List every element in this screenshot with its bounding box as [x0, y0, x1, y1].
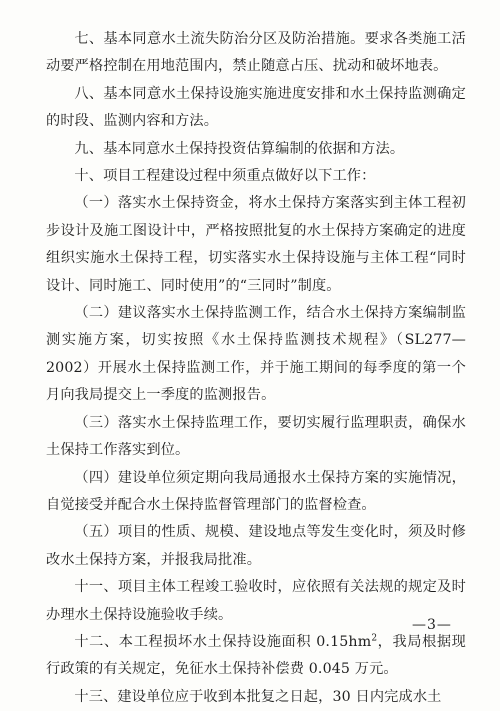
paragraph-10-3: （三）落实水土保持监理工作，要切实履行监理职责，确保水土保持工作落实到位。	[46, 414, 466, 459]
paragraph-10-4: （四）建设单位须定期向我局通报水土保持方案的实施情况，自觉接受并配合水土保持监督管理部门的监督检查。	[46, 469, 466, 513]
paragraph-7: 七、基本同意水土流失防治分区及防治措施。要求各类施工活动要严格控制在用地范围内，禁止随意占压、扰动和破坏地表。	[46, 31, 466, 75]
paragraph-11: 十一、项目主体工程竣工验收时，应依照有关法规的规定及时办理水土保持设施验收手续。	[46, 579, 466, 623]
document-body	[46, 26, 466, 711]
paragraph-12-text-b: ，我局根据现行政策的有关规定，免征水土保持补偿费 0.045 万元。	[46, 633, 466, 678]
paragraph-13: 十三、建设单位应于收到本批复之日起，30 日内完成水土	[74, 688, 442, 705]
paragraph-10-5: （五）项目的性质、规模、建设地点等发生变化时，须及时修改水土保持方案，并报我局批准。	[46, 524, 466, 568]
paragraph-12-superscript: 2	[371, 633, 378, 644]
paragraph-12-text-a: 十二、本工程损坏水土保持设施面积 0.15hm	[74, 633, 372, 650]
paragraph-12	[46, 629, 466, 684]
paragraph-9: 九、基本同意水土保持投资估算编制的依据和方法。	[74, 140, 405, 157]
paragraph-10-1: （一）落实水土保持资金，将水土保持方案落实到主体工程初步设计及施工图设计中，严格按照批复的水土保持方案确定的进度组织实施水土保持工程，切实落实水土保持设施与主体工程“同时设计、同时施工、同时使用”的“三同时”制度。	[46, 195, 466, 294]
page-number: —3—	[412, 617, 452, 633]
paragraph-10: 十、项目工程建设过程中须重点做好以下工作：	[74, 168, 376, 185]
paragraph-10-2: （二）建议落实水土保持监测工作，结合水土保持方案编制监测实施方案，切实按照《水土保持监测技术规程》（SL277—2002）开展水土保持监测工作，并于施工期间的每季度的第一个月向我局提交上一季度的监测报告。	[46, 305, 466, 404]
paragraph-8: 八、基本同意水土保持设施实施进度安排和水土保持监测确定的时段、监测内容和方法。	[46, 85, 466, 130]
